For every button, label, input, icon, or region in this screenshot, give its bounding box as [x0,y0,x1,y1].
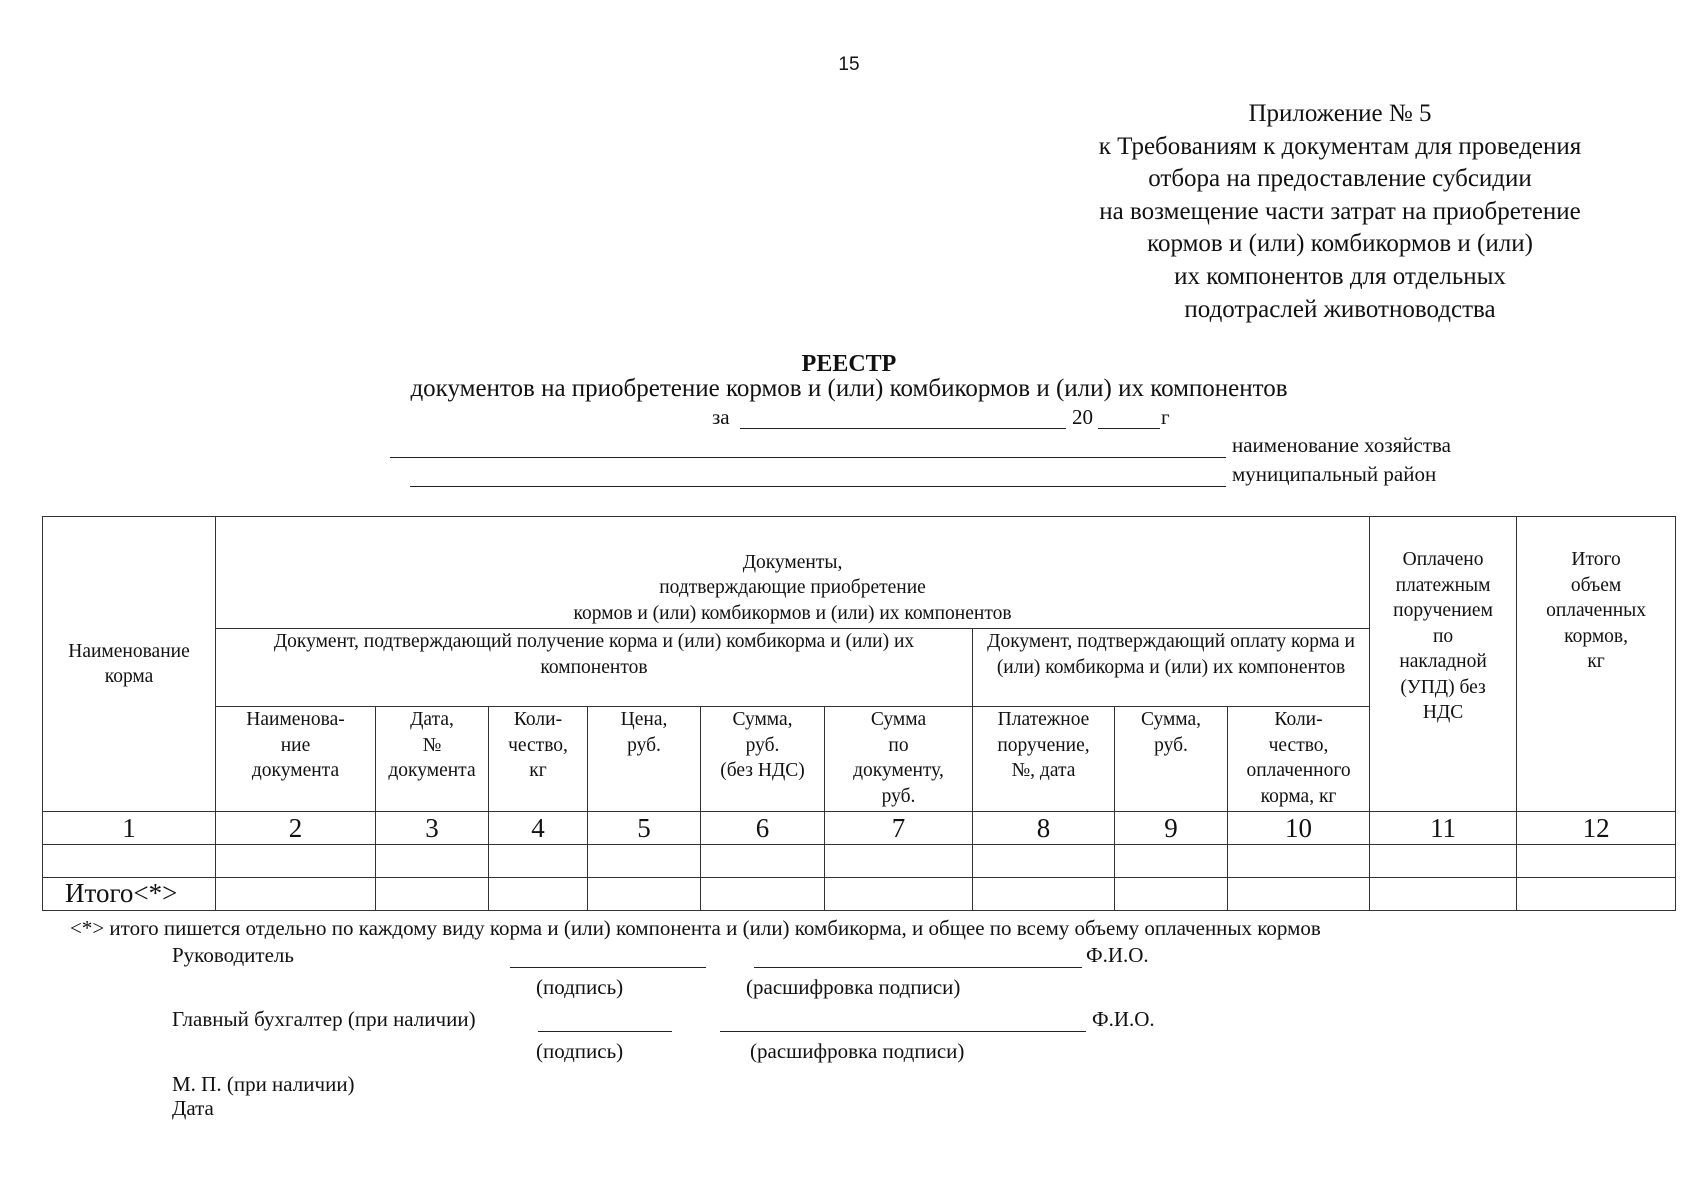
head-fio: Ф.И.О. [1086,943,1149,967]
farm-name-field[interactable] [390,457,1226,458]
subheader-payment-order: Платежное поручение, №, дата [973,707,1115,812]
column-number: 10 [1228,812,1370,845]
column-number: 2 [216,812,376,845]
table-cell[interactable] [1517,878,1676,911]
head-signature-field[interactable] [510,967,706,968]
subheader-payment-sum: Сумма, руб. [1115,707,1228,812]
table-cell[interactable] [1228,845,1370,878]
subheader-document-date-number: Дата, № документа [376,707,489,812]
head-decoding-field[interactable] [754,967,1082,968]
header-payment-document: Документ, подтверждающий оплату корма и (или) комбикорма и (или) их компонентов [973,629,1370,707]
table-cell[interactable] [701,878,825,911]
header-documents: Документы, подтверждающие приобретение кормов и (или) комбикормов и (или) их компонентов [216,517,1370,629]
stamp-label: М. П. (при наличии) [172,1072,355,1096]
table-cell[interactable] [1115,845,1228,878]
table-cell[interactable] [973,878,1115,911]
table-cell[interactable] [376,878,489,911]
column-number: 7 [825,812,973,845]
table-cell[interactable] [376,845,489,878]
table-cell[interactable] [1370,878,1517,911]
period-year-field[interactable] [1098,428,1160,429]
date-label: Дата [172,1096,214,1120]
subheader-paid-quantity: Коли- чество, оплаченного корма, кг [1228,707,1370,812]
table-cell[interactable] [588,845,701,878]
period-suffix: г [1161,405,1170,429]
page-number: 15 [838,54,860,75]
column-number: 11 [1370,812,1517,845]
table-cell[interactable] [973,845,1115,878]
period-field[interactable] [740,428,1066,429]
head-label: Руководитель [172,943,294,967]
table-cell[interactable] [489,845,588,878]
column-number: 5 [588,812,701,845]
table-cell[interactable] [1115,878,1228,911]
chief-accountant-signature-field[interactable] [538,1031,672,1032]
subheader-sum-without-vat: Сумма, руб. (без НДС) [701,707,825,812]
header-total-volume: Итого объем оплаченных кормов, кг [1517,517,1676,812]
period-year: 20 [1072,405,1093,429]
chief-accountant-fio: Ф.И.О. [1092,1007,1155,1031]
table-cell[interactable] [588,878,701,911]
table-cell[interactable] [43,845,216,878]
total-row [43,878,1676,911]
column-number: 8 [973,812,1115,845]
column-number: 12 [1517,812,1676,845]
head-decoding-caption: (расшифровка подписи) [746,975,961,999]
register-table [42,516,1676,911]
table-cell[interactable] [1370,845,1517,878]
table-cell[interactable] [489,878,588,911]
register-title: РЕЕСТР [801,351,897,377]
district-label: муниципальный район [1232,462,1437,486]
total-label: Итого<*> [43,878,216,911]
table-cell[interactable] [1517,845,1676,878]
chief-accountant-label: Главный бухгалтер (при наличии) [172,1007,476,1031]
subheader-document-name: Наименова- ние документа [216,707,376,812]
column-number: 3 [376,812,489,845]
table-cell[interactable] [216,878,376,911]
table-cell[interactable] [216,845,376,878]
annex-line: их компонентов для отдельных [1174,262,1506,290]
annex-line: к Требованиям к документам для проведения [1098,132,1582,160]
annex-line: на возмещение части затрат на приобретение [1099,197,1581,225]
column-number: 4 [489,812,588,845]
table-cell[interactable] [1228,878,1370,911]
column-number: 6 [701,812,825,845]
table-cell[interactable] [701,845,825,878]
header-feed-name: Наименование корма [43,517,216,812]
chief-accountant-decoding-caption: (расшифровка подписи) [750,1039,965,1063]
table-cell[interactable] [825,878,973,911]
annex-header [1010,98,1670,326]
annex-line: отбора на предоставление субсидии [1148,165,1532,193]
header-paid-by-payment-order: Оплачено платежным поручением по накладной (УПД) без НДС [1370,517,1517,812]
farm-name-label: наименование хозяйства [1232,433,1452,457]
table-cell[interactable] [825,845,973,878]
annex-title: Приложение № 5 [1248,100,1432,127]
table-row [43,845,1676,878]
footnote: <*> итого пишется отдельно по каждому виду корма и (или) компонента и (или) комбикорма, и общее по всему объему оплаченных кормов [70,916,1321,940]
district-field[interactable] [410,486,1226,487]
annex-line: подотраслей животноводства [1184,295,1496,323]
subheader-price: Цена, руб. [588,707,701,812]
period-prefix: за [712,405,730,429]
subheader-quantity: Коли- чество, кг [489,707,588,812]
chief-accountant-decoding-field[interactable] [720,1031,1086,1032]
subheader-sum-by-document: Сумма по документу, руб. [825,707,973,812]
column-number: 1 [43,812,216,845]
register-subtitle: документов на приобретение кормов и (или) комбикормов и (или) их компонентов [410,375,1288,402]
chief-accountant-signature-caption: (подпись) [536,1039,624,1063]
header-receipt-document: Документ, подтверждающий получение корма и (или) комбикорма и (или) их компонентов [216,629,973,707]
annex-line: кормов и (или) комбикормов и (или) [1147,230,1533,258]
head-signature-caption: (подпись) [536,975,624,999]
column-number: 9 [1115,812,1228,845]
